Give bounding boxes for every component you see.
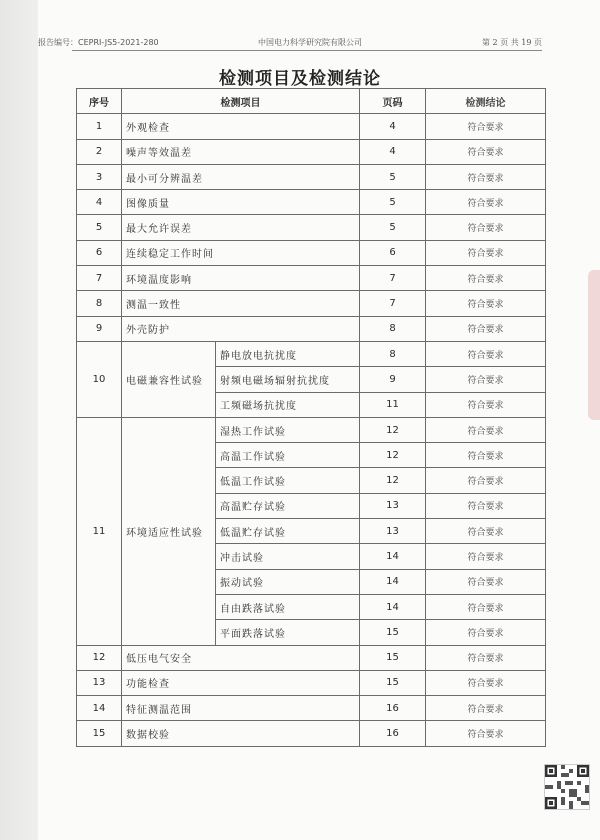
- row-no: 7: [77, 266, 122, 291]
- row-item: 环境温度影响: [122, 266, 360, 291]
- row-result: 符合要求: [426, 316, 546, 341]
- table-row: [77, 266, 546, 291]
- row-result: 符合要求: [426, 519, 546, 544]
- table-row: [77, 341, 546, 366]
- row-result: 符合要求: [426, 367, 546, 392]
- row-page: 14: [360, 544, 426, 569]
- row-item: 环境适应性试验: [122, 417, 216, 645]
- table-row: [77, 190, 546, 215]
- row-result: 符合要求: [426, 240, 546, 265]
- header-page: 页码: [360, 89, 426, 114]
- table-row: [77, 670, 546, 695]
- row-result: 符合要求: [426, 164, 546, 189]
- row-page: 14: [360, 569, 426, 594]
- seal-stamp-edge: [588, 270, 600, 420]
- header-result: 检测结论: [426, 89, 546, 114]
- row-item: 测温一致性: [122, 291, 360, 316]
- row-result: 符合要求: [426, 569, 546, 594]
- row-page: 11: [360, 392, 426, 417]
- row-item: 最大允许误差: [122, 215, 360, 240]
- row-page: 5: [360, 215, 426, 240]
- row-no: 6: [77, 240, 122, 265]
- row-no: 9: [77, 316, 122, 341]
- page-title: 检测项目及检测结论: [219, 69, 381, 89]
- table-row: [77, 164, 546, 189]
- row-result: 符合要求: [426, 620, 546, 645]
- row-page: 15: [360, 620, 426, 645]
- row-page: 7: [360, 266, 426, 291]
- row-page: 14: [360, 594, 426, 619]
- row-item: 特征测温范围: [122, 696, 360, 721]
- table-row: [77, 645, 546, 670]
- table-row: [77, 721, 546, 746]
- row-subitem: 低温贮存试验: [216, 519, 360, 544]
- row-result: 符合要求: [426, 645, 546, 670]
- row-page: 9: [360, 367, 426, 392]
- table-row: [77, 114, 546, 139]
- row-item: 最小可分辨温差: [122, 164, 360, 189]
- binding-edge: [0, 0, 38, 840]
- row-result: 符合要求: [426, 544, 546, 569]
- row-page: 6: [360, 240, 426, 265]
- row-no: 10: [77, 341, 122, 417]
- row-item: 数据校验: [122, 721, 360, 746]
- row-result: 符合要求: [426, 417, 546, 442]
- row-result: 符合要求: [426, 341, 546, 366]
- row-result: 符合要求: [426, 721, 546, 746]
- table-row: [77, 417, 546, 442]
- row-no: 2: [77, 139, 122, 164]
- organization-name: 中国电力科学研究院有限公司: [258, 38, 362, 47]
- table-row: [77, 240, 546, 265]
- row-subitem: 低温工作试验: [216, 468, 360, 493]
- row-result: 符合要求: [426, 443, 546, 468]
- row-subitem: 平面跌落试验: [216, 620, 360, 645]
- row-page: 7: [360, 291, 426, 316]
- row-result: 符合要求: [426, 468, 546, 493]
- row-result: 符合要求: [426, 266, 546, 291]
- row-no: 14: [77, 696, 122, 721]
- row-subitem: 冲击试验: [216, 544, 360, 569]
- row-result: 符合要求: [426, 493, 546, 518]
- table-header-row: [77, 89, 546, 114]
- row-page: 12: [360, 468, 426, 493]
- row-result: 符合要求: [426, 114, 546, 139]
- results-table: [76, 88, 546, 747]
- row-subitem: 工频磁场抗扰度: [216, 392, 360, 417]
- row-result: 符合要求: [426, 190, 546, 215]
- row-no: 15: [77, 721, 122, 746]
- qr-code: [544, 764, 590, 810]
- row-page: 12: [360, 443, 426, 468]
- row-subitem: 射频电磁场辐射抗扰度: [216, 367, 360, 392]
- row-no: 5: [77, 215, 122, 240]
- table-row: [77, 139, 546, 164]
- row-item: 电磁兼容性试验: [122, 341, 216, 417]
- row-subitem: 自由跌落试验: [216, 594, 360, 619]
- row-subitem: 湿热工作试验: [216, 417, 360, 442]
- row-item: 功能检查: [122, 670, 360, 695]
- row-item: 低压电气安全: [122, 645, 360, 670]
- table-row: [77, 696, 546, 721]
- row-subitem: 振动试验: [216, 569, 360, 594]
- header-no: 序号: [77, 89, 122, 114]
- table-row: [77, 316, 546, 341]
- row-subitem: 高温工作试验: [216, 443, 360, 468]
- row-result: 符合要求: [426, 291, 546, 316]
- row-page: 8: [360, 316, 426, 341]
- row-result: 符合要求: [426, 670, 546, 695]
- row-item: 图像质量: [122, 190, 360, 215]
- report-number: 报告编号：CEPRI-JS5-2021-280: [38, 38, 159, 47]
- row-result: 符合要求: [426, 696, 546, 721]
- header-divider: [72, 50, 542, 51]
- row-item: 连续稳定工作时间: [122, 240, 360, 265]
- row-result: 符合要求: [426, 392, 546, 417]
- table-row: [77, 215, 546, 240]
- row-page: 4: [360, 139, 426, 164]
- row-page: 8: [360, 341, 426, 366]
- row-no: 13: [77, 670, 122, 695]
- row-item: 外观检查: [122, 114, 360, 139]
- row-result: 符合要求: [426, 594, 546, 619]
- row-page: 4: [360, 114, 426, 139]
- row-item: 噪声等效温差: [122, 139, 360, 164]
- row-page: 5: [360, 190, 426, 215]
- header-item: 检测项目: [122, 89, 360, 114]
- row-no: 8: [77, 291, 122, 316]
- row-result: 符合要求: [426, 139, 546, 164]
- page-header: [38, 37, 542, 51]
- row-page: 13: [360, 519, 426, 544]
- row-page: 13: [360, 493, 426, 518]
- row-page: 12: [360, 417, 426, 442]
- row-page: 15: [360, 645, 426, 670]
- row-page: 16: [360, 721, 426, 746]
- row-result: 符合要求: [426, 215, 546, 240]
- row-subitem: 静电放电抗扰度: [216, 341, 360, 366]
- row-page: 5: [360, 164, 426, 189]
- row-no: 12: [77, 645, 122, 670]
- row-subitem: 高温贮存试验: [216, 493, 360, 518]
- row-item: 外壳防护: [122, 316, 360, 341]
- row-no: 1: [77, 114, 122, 139]
- row-no: 4: [77, 190, 122, 215]
- table-row: [77, 291, 546, 316]
- row-page: 15: [360, 670, 426, 695]
- row-no: 11: [77, 417, 122, 645]
- row-no: 3: [77, 164, 122, 189]
- row-page: 16: [360, 696, 426, 721]
- page-counter: 第 2 页 共 19 页: [482, 38, 542, 47]
